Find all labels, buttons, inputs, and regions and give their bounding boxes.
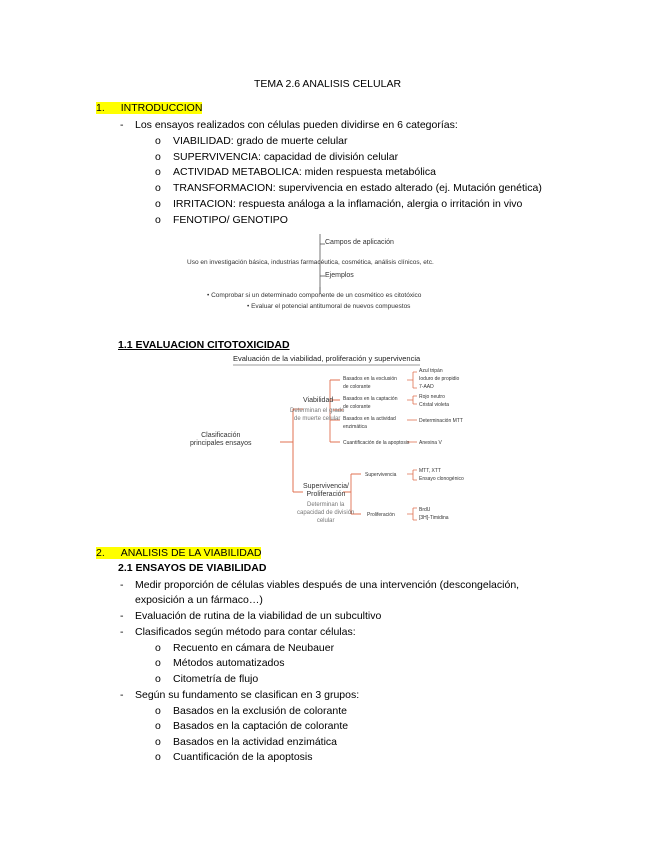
section-1-heading bbox=[96, 101, 202, 115]
v2-node bbox=[343, 395, 397, 411]
list-item: Basados en la exclusión de colorante bbox=[173, 705, 347, 717]
s1-result-1: MTT, XTT bbox=[419, 468, 441, 474]
list-item: Cuantificación de la apoptosis bbox=[173, 751, 313, 763]
list-item: SUPERVIVENCIA: capacidad de división celular bbox=[173, 151, 399, 163]
section-1-number: 1. bbox=[96, 102, 105, 114]
list-bullet: o bbox=[155, 673, 161, 685]
s2-results bbox=[419, 506, 449, 522]
list-item: ACTIVIDAD METABOLICA: miden respuesta metabólica bbox=[173, 166, 436, 178]
surv-desc-3: celular bbox=[316, 518, 335, 524]
viabilidad-desc-2: de muerte celular bbox=[294, 416, 341, 422]
list-bullet: o bbox=[155, 642, 161, 654]
dash: - bbox=[120, 579, 124, 591]
list-item: Basados en la captación de colorante bbox=[173, 720, 349, 732]
list-bullet: o bbox=[155, 182, 161, 194]
uso-text: Uso en investigación básica, industrias farmacéutica, cosmética, análisis clínicos, etc. bbox=[187, 259, 434, 266]
section-2-number: 2. bbox=[96, 547, 105, 559]
ejemplo-2: • Evaluar el potencial antitumoral de nuevos compuestos bbox=[247, 303, 411, 310]
campos-label: Campos de aplicación bbox=[325, 239, 394, 246]
viabilidad-desc-1: Determinan el grado bbox=[290, 408, 345, 414]
list-bullet: o bbox=[155, 705, 161, 717]
s1-results bbox=[419, 467, 464, 483]
ejemplo-2-text: Evaluar el potencial antitumoral de nuevos compuestos bbox=[251, 303, 411, 310]
list-item: Recuento en cámara de Neubauer bbox=[173, 642, 335, 654]
section-2-title: ANALISIS DE LA VIABILIDAD bbox=[105, 547, 262, 559]
dash: - bbox=[120, 626, 124, 638]
section-1-1-heading: 1.1 EVALUACION CITOTOXICIDAD bbox=[118, 339, 290, 351]
v1-line-1: Basados en la exclusión bbox=[343, 376, 397, 382]
list-bullet: o bbox=[155, 736, 161, 748]
list-item: TRANSFORMACION: supervivencia en estado alterado (ej. Mutación genética) bbox=[173, 182, 542, 194]
list-item: IRRITACION: respuesta análoga a la inflamación, alergia o irritación in vivo bbox=[173, 198, 523, 210]
root-node bbox=[190, 432, 251, 448]
list-item: Métodos automatizados bbox=[173, 657, 285, 669]
viabilidad-desc bbox=[290, 407, 344, 423]
list-item: VIABILIDAD: grado de muerte celular bbox=[173, 135, 348, 147]
v3-line-1: Basados en la actividad bbox=[343, 416, 396, 422]
v1-result-2: Ioduro de propidio bbox=[419, 376, 460, 382]
v3-results: Determinación MTT bbox=[419, 418, 463, 424]
list-item: Basados en la actividad enzimática bbox=[173, 736, 338, 748]
v2-results bbox=[419, 393, 449, 409]
document-title: TEMA 2.6 ANALISIS CELULAR bbox=[253, 78, 402, 90]
section-1-title: INTRODUCCION bbox=[105, 102, 203, 114]
s2-node: Proliferación bbox=[367, 512, 395, 518]
v1-results bbox=[419, 367, 459, 391]
dash: - bbox=[120, 689, 124, 701]
ejemplo-1: • Comprobar si un determinado componente de un cosmético es citotóxico bbox=[207, 292, 422, 299]
supervivencia-node bbox=[303, 483, 349, 499]
v3-line-2: enzimática bbox=[343, 424, 367, 430]
v3-node bbox=[343, 415, 396, 431]
s1-node: Supervivencia bbox=[365, 472, 397, 478]
list-bullet: o bbox=[155, 751, 161, 763]
v4-node: Cuantificación de la apoptosis bbox=[343, 440, 410, 446]
list-item: FENOTIPO/ GENOTIPO bbox=[173, 214, 288, 226]
s1-result-2: Ensayo clonogénico bbox=[419, 476, 464, 482]
surv-line-1: Supervivencia/ bbox=[303, 483, 349, 490]
v1-result-1: Azul tripán bbox=[419, 368, 443, 374]
list-bullet: o bbox=[155, 198, 161, 210]
v1-result-3: 7-AAD bbox=[419, 384, 434, 390]
v2-result-1: Rojo neutro bbox=[419, 394, 445, 400]
section-2-heading bbox=[96, 546, 261, 560]
ejemplo-1-text: Comprobar si un determinado componente de un cosmético es citotóxico bbox=[211, 292, 422, 299]
dash: - bbox=[120, 610, 124, 622]
intro-text: Los ensayos realizados con células pueden dividirse en 6 categorías: bbox=[135, 119, 458, 131]
v1-line-2: de colorante bbox=[343, 384, 371, 390]
surv-desc-1: Determinan la bbox=[307, 502, 345, 508]
bullet-1-cont: exposición a un fármaco…) bbox=[135, 594, 263, 606]
classification-figure bbox=[185, 352, 485, 540]
viabilidad-node: Viabilidad bbox=[303, 397, 334, 404]
bullet-3: Clasificados según método para contar células: bbox=[135, 626, 356, 638]
bullet-1: Medir proporción de células viables después de una intervención (descongelación, bbox=[135, 579, 520, 591]
list-bullet: o bbox=[155, 657, 161, 669]
v2-line-2: de colorante bbox=[343, 404, 371, 410]
v1-node bbox=[343, 375, 397, 391]
list-item: Citometría de flujo bbox=[173, 673, 259, 685]
ejemplos-label: Ejemplos bbox=[325, 272, 354, 279]
surv-desc-2: capacidad de división bbox=[297, 510, 355, 516]
supervivencia-desc bbox=[297, 501, 354, 525]
intro-dash: - bbox=[120, 119, 124, 131]
list-bullet: o bbox=[155, 151, 161, 163]
bullet-4: Según su fundamento se clasifican en 3 grupos: bbox=[135, 689, 360, 701]
s2-result-1: BrdU bbox=[419, 507, 431, 513]
list-bullet: o bbox=[155, 166, 161, 178]
surv-line-2: Proliferación bbox=[306, 491, 346, 498]
root-line-2: principales ensayos bbox=[190, 440, 252, 447]
bullet-2: Evaluación de rutina de la viabilidad de un subcultivo bbox=[135, 610, 382, 622]
v2-result-2: Cristal violeta bbox=[419, 402, 450, 408]
list-bullet: o bbox=[155, 214, 161, 226]
v4-result: Anexina V bbox=[419, 440, 442, 446]
s2-result-2: [3H]-Timidina bbox=[419, 515, 449, 521]
applications-diagram bbox=[185, 232, 475, 317]
v2-line-1: Basados en la captación bbox=[343, 396, 398, 402]
list-bullet: o bbox=[155, 135, 161, 147]
list-bullet: o bbox=[155, 720, 161, 732]
root-line-1: Clasificación bbox=[201, 432, 241, 439]
section-2-1-heading: 2.1 ENSAYOS DE VIABILIDAD bbox=[118, 562, 267, 574]
figure-caption: Evaluación de la viabilidad, proliferación y supervivencia bbox=[233, 354, 421, 363]
